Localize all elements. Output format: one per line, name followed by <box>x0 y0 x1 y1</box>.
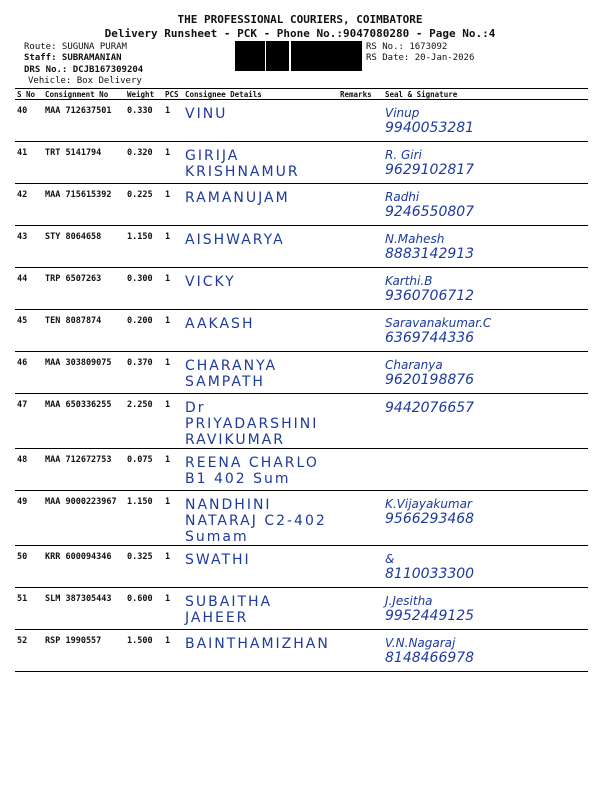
table-row <box>15 352 588 394</box>
cell-signature <box>383 491 588 546</box>
cell-sno: 49 <box>15 491 43 546</box>
cell-consignee <box>183 588 338 630</box>
cell-sno: 40 <box>15 100 43 142</box>
consignee-name: NANDHINI NATARAJ C2-402 Sumam <box>185 497 327 545</box>
cell-pcs: 1 <box>163 449 183 491</box>
cell-weight: 0.200 <box>125 310 163 352</box>
signature: K.Vijayakumar <box>385 497 472 511</box>
cell-weight: 0.300 <box>125 268 163 310</box>
cell-remarks <box>338 394 383 449</box>
cell-pcs: 1 <box>163 588 183 630</box>
cell-consignee <box>183 100 338 142</box>
table-row <box>15 100 588 142</box>
cell-consignment: MAA 9000223967 <box>43 491 125 546</box>
cell-sno: 46 <box>15 352 43 394</box>
signature-phone: 9952449125 <box>385 608 475 624</box>
consignee-name: SUBAITHA JAHEER <box>185 594 273 626</box>
signature-phone: 9629102817 <box>385 162 475 178</box>
col-sno: S No <box>15 89 43 100</box>
drs-label: DRS No.: DCJB167309204 <box>24 65 144 75</box>
cell-sno: 45 <box>15 310 43 352</box>
table-row <box>15 142 588 184</box>
cell-consignment: TRP 6507263 <box>43 268 125 310</box>
cell-remarks <box>338 142 383 184</box>
cell-signature <box>383 310 588 352</box>
cell-consignment: TEN 8087874 <box>43 310 125 352</box>
page-subtitle: Delivery Runsheet - PCK - Phone No.:9047080280 - Page No.:4 <box>104 27 496 40</box>
cell-signature <box>383 546 588 588</box>
table-row <box>15 268 588 310</box>
signature-phone: 8110033300 <box>385 566 475 582</box>
signature-phone: 9620198876 <box>385 372 475 388</box>
signature-phone: 9360706712 <box>385 288 475 304</box>
cell-weight: 0.330 <box>125 100 163 142</box>
cell-consignment: RSP 1990557 <box>43 630 125 672</box>
cell-pcs: 1 <box>163 310 183 352</box>
cell-pcs: 1 <box>163 184 183 226</box>
signature-phone: 9940053281 <box>385 120 475 136</box>
cell-weight: 2.250 <box>125 394 163 449</box>
signature: Saravanakumar.C <box>385 316 492 330</box>
cell-consignee <box>183 268 338 310</box>
signature: Karthi.B <box>385 274 433 288</box>
cell-weight: 0.370 <box>125 352 163 394</box>
signature-phone: 8883142913 <box>385 246 475 262</box>
cell-remarks <box>338 184 383 226</box>
vehicle-label: Vehicle: Box Delivery <box>28 76 142 86</box>
cell-weight: 1.500 <box>125 630 163 672</box>
cell-consignment: KRR 600094346 <box>43 546 125 588</box>
consignee-name: RAMANUJAM <box>185 190 290 206</box>
cell-consignment: MAA 650336255 <box>43 394 125 449</box>
rs-date: RS Date: 20-Jan-2026 <box>366 53 475 63</box>
cell-remarks <box>338 546 383 588</box>
cell-pcs: 1 <box>163 268 183 310</box>
table-row <box>15 184 588 226</box>
cell-sno: 43 <box>15 226 43 268</box>
consignee-name: SWATHI <box>185 552 251 568</box>
cell-remarks <box>338 352 383 394</box>
cell-consignment: MAA 712672753 <box>43 449 125 491</box>
table-row <box>15 449 588 491</box>
cell-consignee <box>183 630 338 672</box>
rs-number: RS No.: 1673092 <box>366 42 448 52</box>
table-row <box>15 546 588 588</box>
cell-pcs: 1 <box>163 394 183 449</box>
signature: & <box>385 552 395 566</box>
consignee-name: AAKASH <box>185 316 255 332</box>
cell-signature <box>383 226 588 268</box>
barcode-image <box>234 41 362 71</box>
signature: Vinup <box>385 106 420 120</box>
cell-sno: 47 <box>15 394 43 449</box>
signature-phone: 9442076657 <box>385 400 475 416</box>
cell-weight: 1.150 <box>125 226 163 268</box>
cell-signature <box>383 449 588 491</box>
cell-sno: 44 <box>15 268 43 310</box>
cell-sno: 42 <box>15 184 43 226</box>
cell-consignee <box>183 184 338 226</box>
consignee-name: GIRIJA KRISHNAMUR <box>185 148 300 180</box>
cell-weight: 0.225 <box>125 184 163 226</box>
signature-phone: 9566293468 <box>385 511 475 527</box>
consignee-name: BAINTHAMIZHAN <box>185 636 330 652</box>
table-row <box>15 588 588 630</box>
cell-sno: 50 <box>15 546 43 588</box>
cell-weight: 0.075 <box>125 449 163 491</box>
signature: R. Giri <box>385 148 422 162</box>
cell-remarks <box>338 310 383 352</box>
cell-signature <box>383 142 588 184</box>
cell-signature <box>383 588 588 630</box>
cell-consignment: MAA 303809075 <box>43 352 125 394</box>
signature-phone: 6369744336 <box>385 330 475 346</box>
cell-sno: 52 <box>15 630 43 672</box>
cell-pcs: 1 <box>163 352 183 394</box>
cell-signature <box>383 394 588 449</box>
cell-consignee <box>183 310 338 352</box>
col-consignee: Consignee Details <box>183 89 338 100</box>
cell-weight: 1.150 <box>125 491 163 546</box>
cell-consignee <box>183 226 338 268</box>
cell-consignee <box>183 142 338 184</box>
cell-consignee <box>183 352 338 394</box>
consignee-name: REENA CHARLO B1 402 Sum <box>185 455 319 487</box>
consignee-name: VICKY <box>185 274 236 290</box>
col-consignment: Consignment No <box>43 89 125 100</box>
cell-remarks <box>338 630 383 672</box>
consignee-name: VINU <box>185 106 228 122</box>
signature-phone: 9246550807 <box>385 204 475 220</box>
cell-remarks <box>338 226 383 268</box>
table-row <box>15 630 588 672</box>
cell-consignment: STY 8064658 <box>43 226 125 268</box>
cell-pcs: 1 <box>163 142 183 184</box>
signature: Charanya <box>385 358 443 372</box>
cell-pcs: 1 <box>163 226 183 268</box>
col-pcs: PCS <box>163 89 183 100</box>
cell-remarks <box>338 268 383 310</box>
cell-sno: 51 <box>15 588 43 630</box>
cell-signature <box>383 630 588 672</box>
cell-consignee <box>183 394 338 449</box>
signature: N.Mahesh <box>385 232 445 246</box>
cell-consignment: MAA 712637501 <box>43 100 125 142</box>
cell-consignment: MAA 715615392 <box>43 184 125 226</box>
cell-weight: 0.600 <box>125 588 163 630</box>
cell-remarks <box>338 491 383 546</box>
staff-label: Staff: SUBRAMANIAN <box>24 53 122 63</box>
signature-phone: 8148466978 <box>385 650 475 666</box>
cell-signature <box>383 100 588 142</box>
cell-pcs: 1 <box>163 546 183 588</box>
col-weight: Weight <box>125 89 163 100</box>
cell-signature <box>383 184 588 226</box>
cell-sno: 48 <box>15 449 43 491</box>
route-label: Route: SUGUNA PURAM <box>24 42 127 52</box>
cell-remarks <box>338 449 383 491</box>
table-row <box>15 310 588 352</box>
page-title: THE PROFESSIONAL COURIERS, COIMBATORE <box>177 13 423 26</box>
consignee-name: CHARANYA SAMPATH <box>185 358 278 390</box>
signature: V.N.Nagaraj <box>385 636 456 650</box>
consignee-name: AISHWARYA <box>185 232 285 248</box>
cell-remarks <box>338 100 383 142</box>
cell-pcs: 1 <box>163 630 183 672</box>
consignee-name: Dr PRIYADARSHINI RAVIKUMAR <box>185 400 319 448</box>
cell-consignment: SLM 387305443 <box>43 588 125 630</box>
signature: J.Jesitha <box>385 594 433 608</box>
col-signature: Seal & Signature <box>383 89 588 100</box>
runsheet-table <box>15 88 588 672</box>
cell-remarks <box>338 588 383 630</box>
cell-consignee <box>183 449 338 491</box>
cell-consignee <box>183 546 338 588</box>
cell-weight: 0.320 <box>125 142 163 184</box>
signature: Radhi <box>385 190 420 204</box>
cell-signature <box>383 268 588 310</box>
cell-signature <box>383 352 588 394</box>
cell-pcs: 1 <box>163 491 183 546</box>
table-row <box>15 226 588 268</box>
table-header-row <box>15 89 588 100</box>
cell-consignment: TRT 5141794 <box>43 142 125 184</box>
cell-sno: 41 <box>15 142 43 184</box>
cell-pcs: 1 <box>163 100 183 142</box>
table-row <box>15 491 588 546</box>
cell-consignee <box>183 491 338 546</box>
table-row <box>15 394 588 449</box>
cell-weight: 0.325 <box>125 546 163 588</box>
col-remarks: Remarks <box>338 89 383 100</box>
